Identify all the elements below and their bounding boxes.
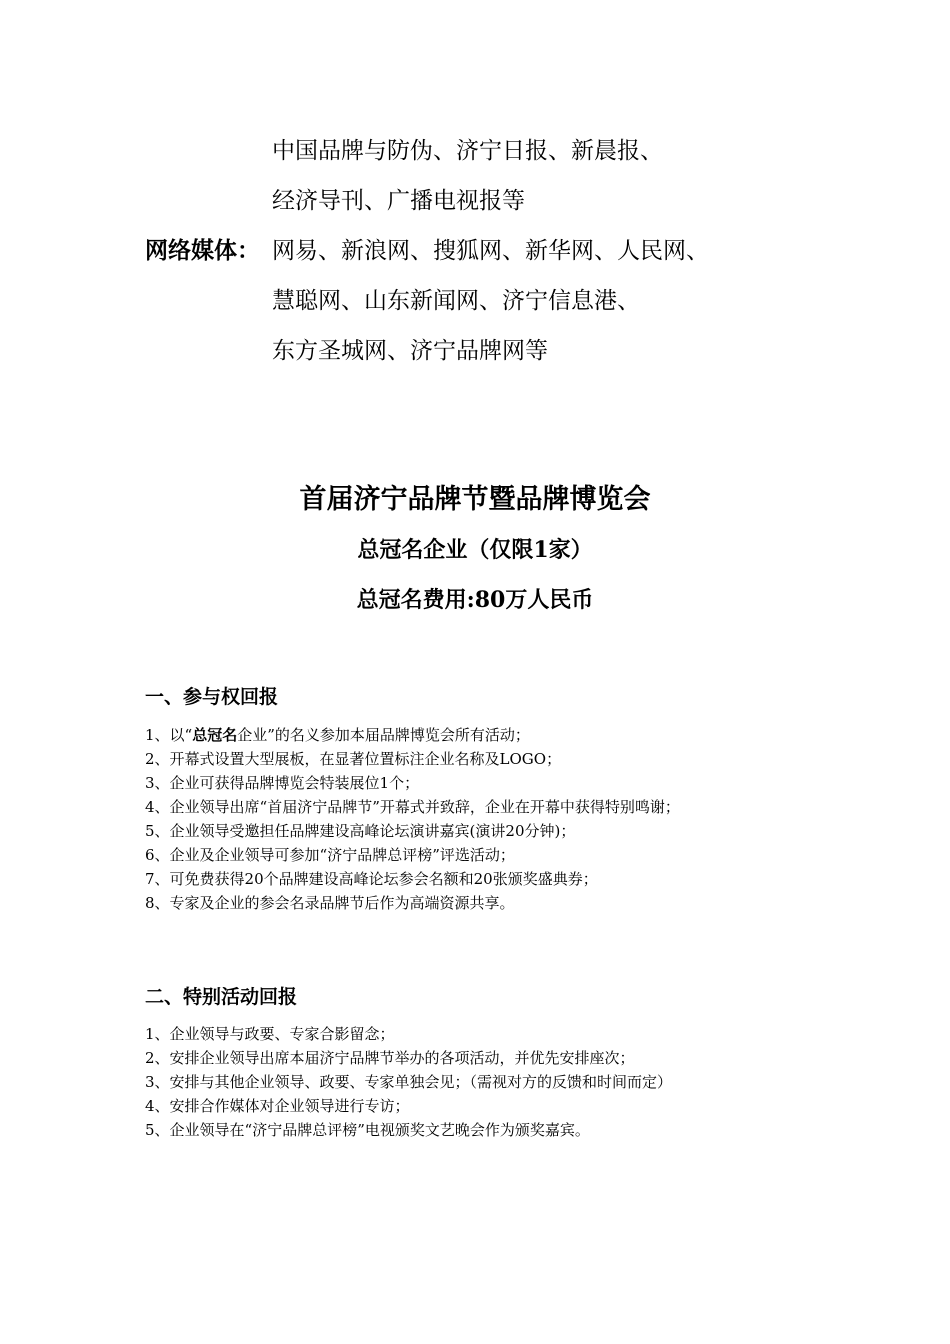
sponsor-tier-subtitle: 总冠名企业（仅限1家） — [357, 537, 593, 563]
list-item: 4、安排合作媒体对企业领导进行专访； — [145, 1097, 410, 1115]
list-item: 5、企业领导在“济宁品牌总评榜”电视颁奖文艺晚会作为颁奖嘉宾。 — [145, 1121, 590, 1139]
list-item: 2、安排企业领导出席本届济宁品牌节举办的各项活动，并优先安排座次； — [145, 1049, 635, 1067]
page-title: 首届济宁品牌节暨品牌博览会 — [299, 484, 651, 515]
list-item: 2、开幕式设置大型展板，在显著位置标注企业名称及LOGO； — [145, 750, 562, 768]
list-item-suffix: 企业”的名义参加本届品牌博览会所有活动； — [237, 726, 530, 744]
section-heading-participation: 一、参与权回报 — [145, 686, 279, 708]
section-heading-special-activities: 二、特别活动回报 — [145, 986, 298, 1008]
online-media-line: 网易、新浪网、搜狐网、新华网、人民网、 — [272, 238, 709, 264]
participation-benefits-list — [145, 723, 815, 915]
list-item: 3、企业可获得品牌博览会特装展位1个； — [145, 774, 420, 792]
list-item: 3、安排与其他企业领导、政要、专家单独会见；（需视对方的反馈和时间而定） — [145, 1073, 673, 1091]
list-item-emphasis: 总冠名 — [192, 726, 238, 744]
print-media-line: 经济导刊、广播电视报等 — [272, 188, 525, 214]
list-item-prefix: 1、以“ — [145, 726, 193, 744]
list-item — [145, 723, 815, 747]
online-media-line: 慧聪网、山东新闻网、济宁信息港、 — [272, 288, 640, 314]
list-item: 1、企业领导与政要、专家合影留念； — [145, 1025, 395, 1043]
list-item: 5、企业领导受邀担任品牌建设高峰论坛演讲嘉宾(演讲20分钟)； — [145, 822, 576, 840]
sponsor-fee-subtitle: 总冠名费用:80万人民币 — [356, 587, 594, 613]
online-media-label: 网络媒体： — [145, 237, 260, 264]
online-media-line: 东方圣城网、济宁品牌网等 — [272, 338, 548, 364]
list-item: 4、企业领导出席“首届济宁品牌节”开幕式并致辞，企业在开幕中获得特别鸣谢； — [145, 798, 680, 816]
list-item: 6、企业及企业领导可参加“济宁品牌总评榜”评选活动； — [145, 846, 515, 864]
list-item: 8、专家及企业的参会名录品牌节后作为高端资源共享。 — [145, 894, 515, 912]
print-media-line: 中国品牌与防伪、济宁日报、新晨报、 — [272, 138, 663, 164]
special-activities-list — [145, 1022, 815, 1142]
list-item: 7、可免费获得20个品牌建设高峰论坛参会名额和20张颁奖盛典券； — [145, 870, 598, 888]
